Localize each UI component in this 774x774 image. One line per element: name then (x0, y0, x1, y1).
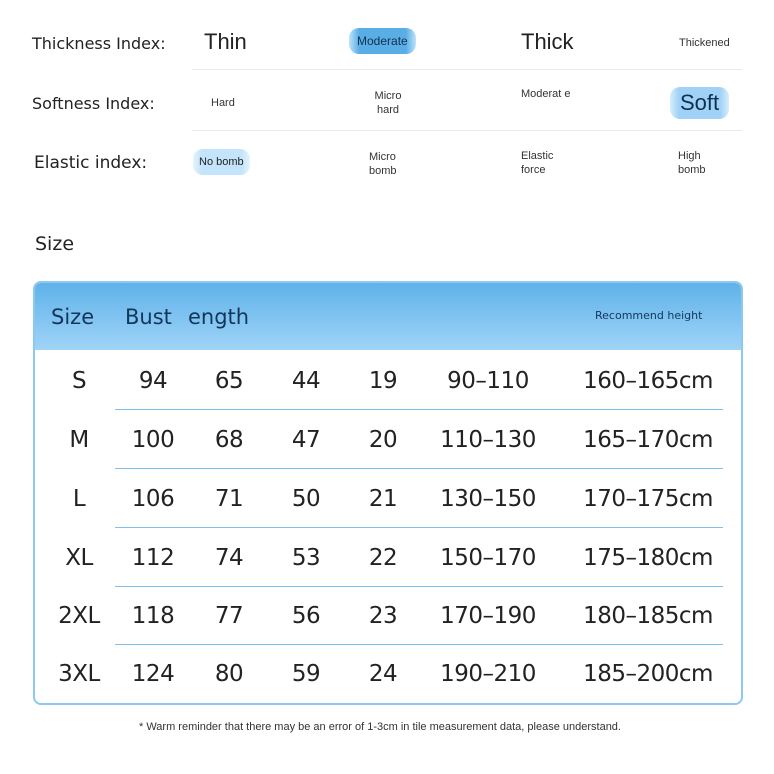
cell-col4: 50 (291, 486, 321, 512)
cell-col6: 130–150 (440, 486, 536, 512)
cell-size: 2XL (58, 603, 100, 629)
softness-option-moderate[interactable]: Moderat e (521, 88, 571, 100)
cell-bust: 118 (131, 603, 175, 629)
cell-col5: 24 (368, 661, 398, 687)
cell-col6: 170–190 (440, 603, 536, 629)
cell-length: 74 (214, 545, 244, 571)
thickness-label: Thickness Index: (32, 34, 166, 53)
size-table-header (35, 283, 741, 350)
size-section-title: Size (35, 233, 75, 255)
cell-col5: 20 (368, 427, 398, 453)
thickness-row (0, 13, 774, 71)
attribute-divider (192, 130, 742, 131)
row-divider (115, 409, 723, 410)
cell-col4: 47 (291, 427, 321, 453)
table-row (35, 587, 741, 645)
cell-col5: 22 (368, 545, 398, 571)
header-recommend-height: Recommend height (595, 309, 703, 322)
cell-size: 3XL (58, 661, 100, 687)
cell-col5: 21 (368, 486, 398, 512)
size-table (33, 281, 743, 705)
elastic-label: Elastic index: (34, 153, 148, 173)
cell-recommend-height: 160–165cm (583, 368, 713, 394)
cell-col5: 19 (368, 368, 398, 394)
row-divider (115, 527, 723, 528)
cell-col6: 110–130 (440, 427, 536, 453)
thickness-option-moderate-selected[interactable]: Moderate (349, 28, 416, 54)
header-bust: Bust (125, 305, 172, 329)
cell-col6: 190–210 (440, 661, 536, 687)
cell-recommend-height: 185–200cm (583, 661, 713, 687)
thickness-option-thick[interactable]: Thick (521, 29, 574, 54)
cell-col4: 44 (291, 368, 321, 394)
cell-size: XL (65, 545, 93, 571)
cell-bust: 106 (131, 486, 175, 512)
cell-length: 80 (214, 661, 244, 687)
cell-col5: 23 (368, 603, 398, 629)
elastic-option-high-bomb[interactable]: High bomb (678, 150, 706, 176)
softness-option-micro-hard[interactable]: Micro hard (374, 90, 402, 116)
table-row (35, 529, 741, 587)
table-row (35, 470, 741, 528)
elastic-option-no-bomb-selected[interactable]: No bomb (193, 149, 250, 175)
cell-col6: 90–110 (447, 368, 529, 394)
softness-row (0, 72, 774, 130)
cell-bust: 112 (131, 545, 175, 571)
cell-length: 65 (214, 368, 244, 394)
cell-recommend-height: 175–180cm (583, 545, 713, 571)
elastic-option-elastic-force[interactable]: Elastic force (521, 150, 554, 176)
cell-bust: 124 (131, 661, 175, 687)
header-length: ength (188, 305, 250, 329)
cell-size: L (72, 486, 86, 512)
cell-length: 77 (214, 603, 244, 629)
thickness-option-thin[interactable]: Thin (204, 29, 247, 54)
cell-recommend-height: 180–185cm (583, 603, 713, 629)
cell-col4: 59 (291, 661, 321, 687)
cell-col4: 53 (291, 545, 321, 571)
attribute-divider (192, 69, 742, 70)
header-size: Size (51, 305, 95, 329)
cell-recommend-height: 165–170cm (583, 427, 713, 453)
cell-recommend-height: 170–175cm (583, 486, 713, 512)
cell-length: 68 (214, 427, 244, 453)
thickness-option-thickened[interactable]: Thickened (679, 37, 730, 49)
elastic-option-micro-bomb[interactable]: Micro bomb (369, 151, 397, 177)
elastic-row (0, 133, 774, 191)
cell-col4: 56 (291, 603, 321, 629)
table-row (35, 645, 741, 703)
softness-option-soft-selected[interactable]: Soft (670, 87, 729, 119)
cell-col6: 150–170 (440, 545, 536, 571)
cell-size: M (69, 427, 89, 453)
cell-bust: 100 (131, 427, 175, 453)
softness-option-hard[interactable]: Hard (211, 97, 235, 109)
table-row (35, 411, 741, 469)
table-row (35, 352, 741, 410)
cell-size: S (71, 368, 87, 394)
cell-length: 71 (214, 486, 244, 512)
softness-label: Softness Index: (32, 94, 155, 113)
measurement-note: * Warm reminder that there may be an error of 1-3cm in tile measurement data, please understand. (139, 721, 621, 733)
row-divider (115, 468, 723, 469)
cell-bust: 94 (138, 368, 168, 394)
